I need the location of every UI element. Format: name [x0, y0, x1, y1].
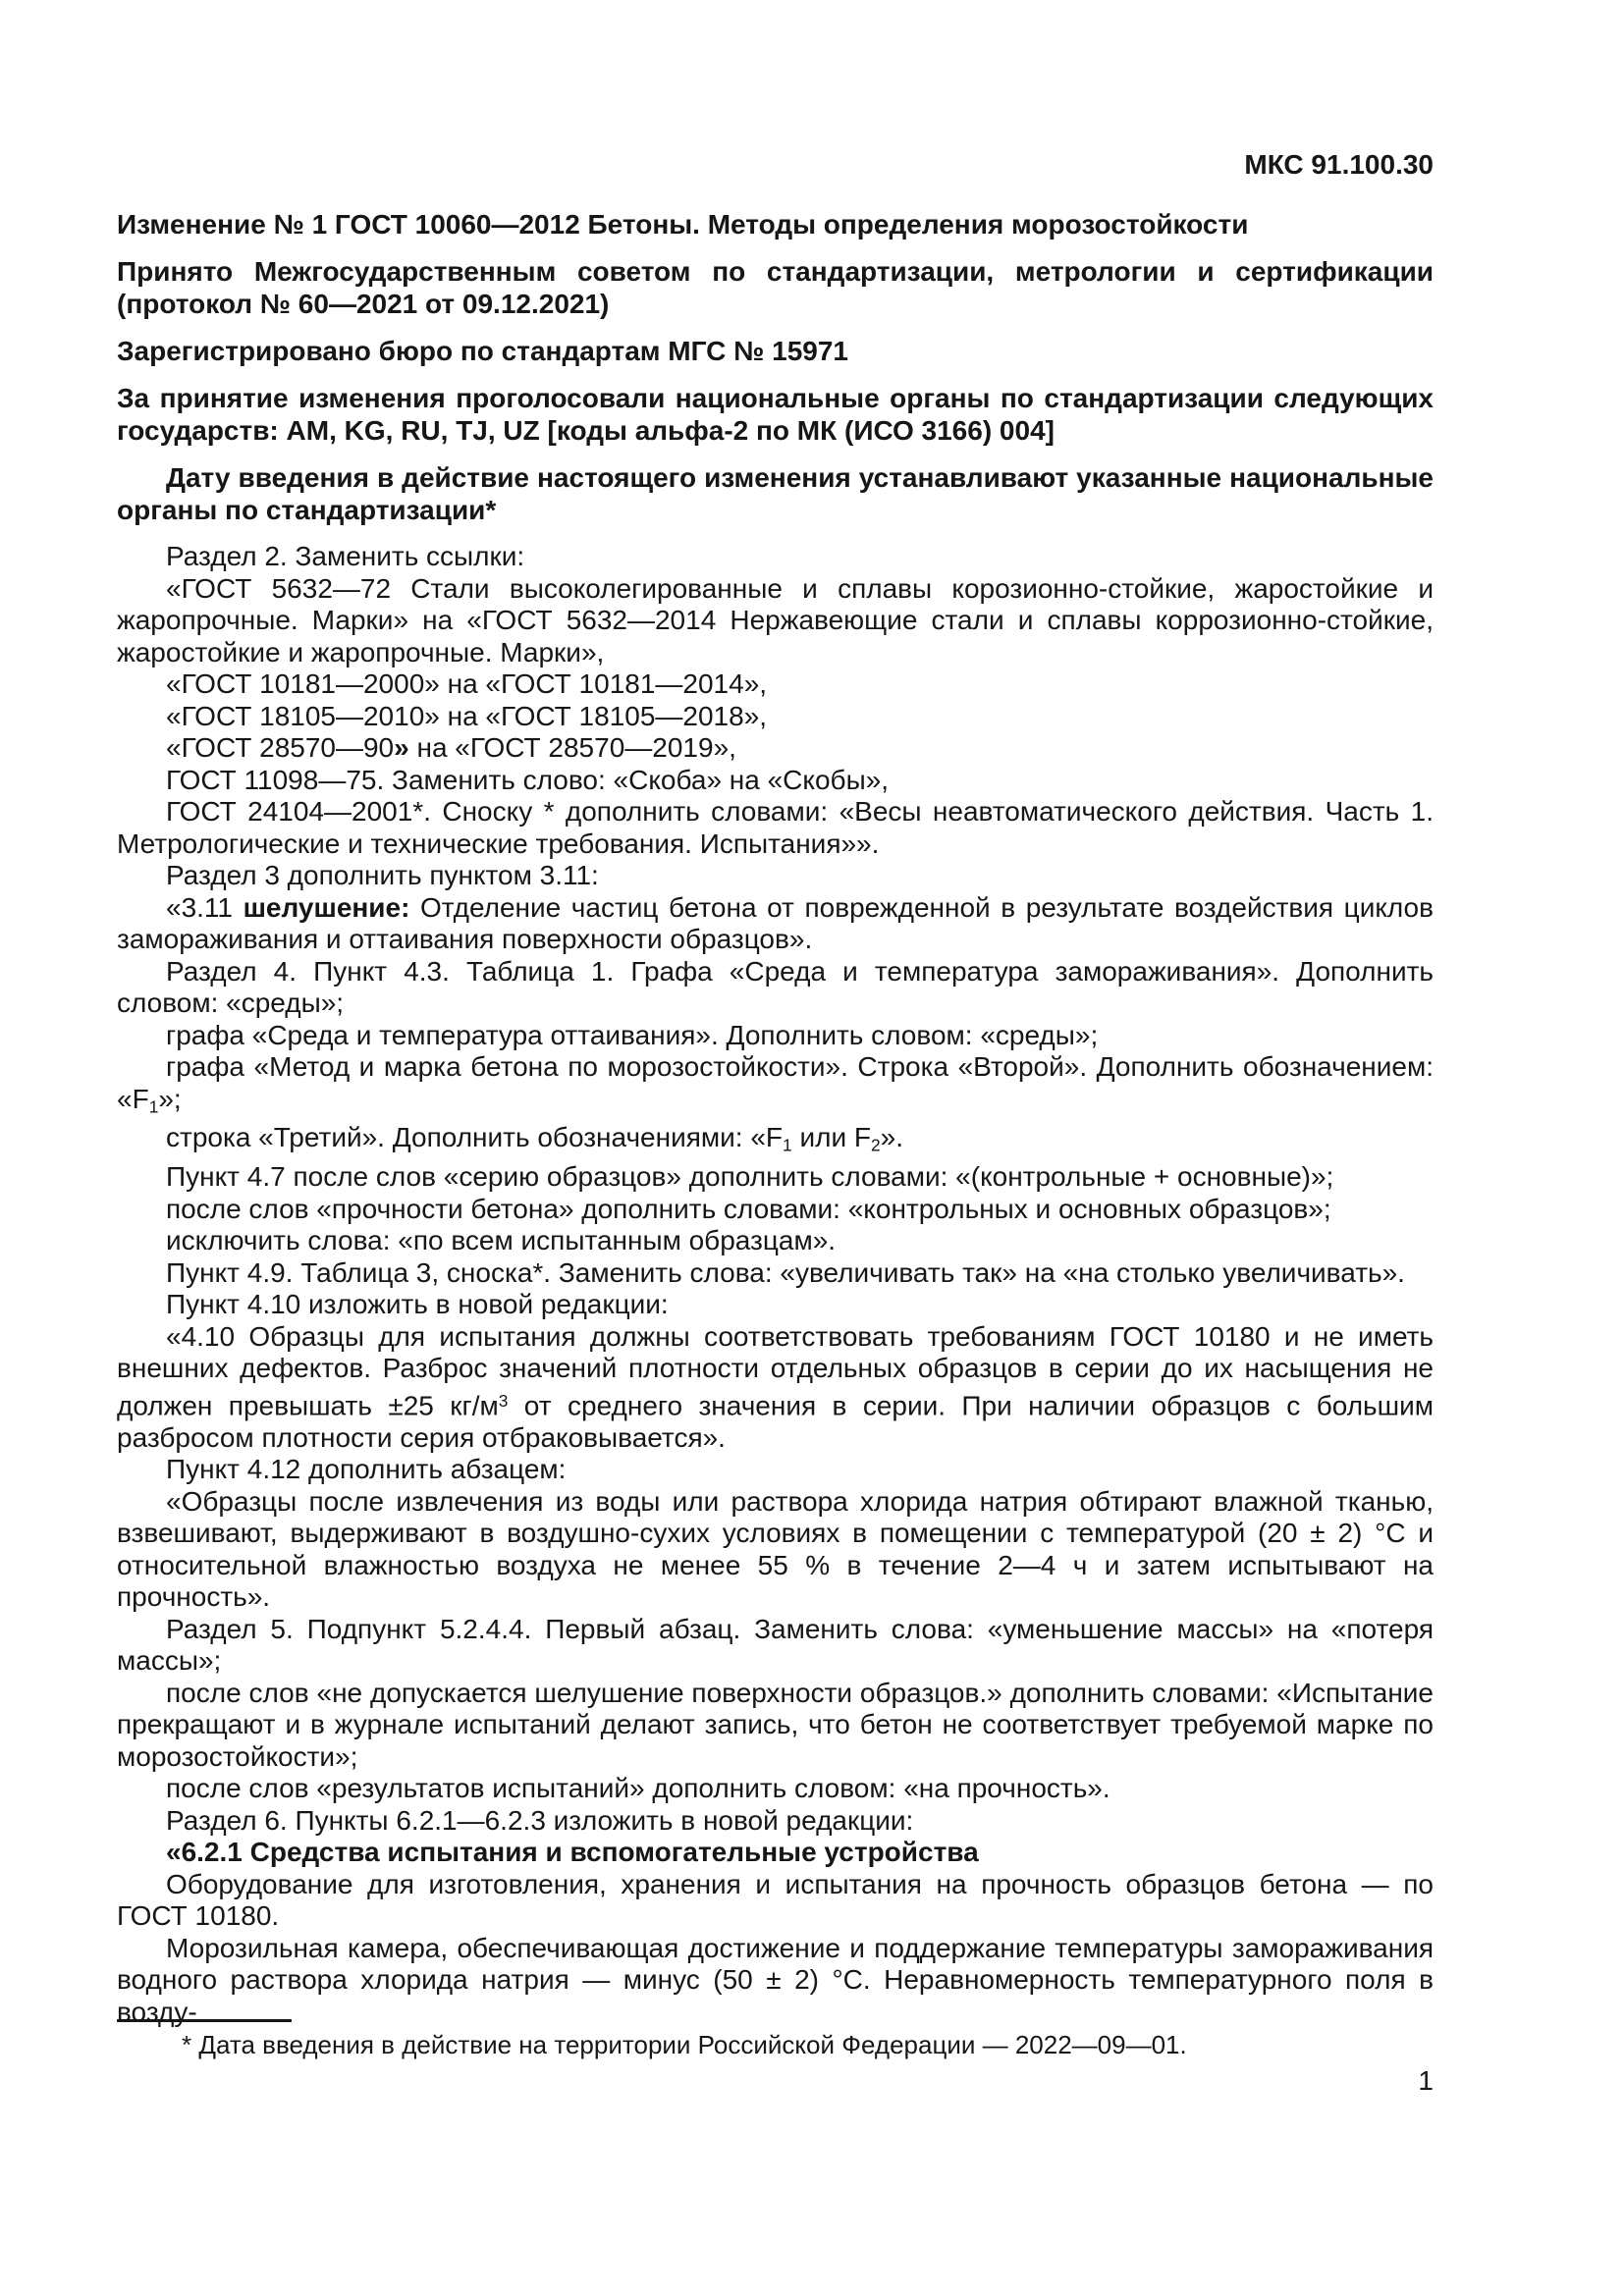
- paragraph: [117, 1289, 1434, 1321]
- text-segment: или F: [791, 1122, 871, 1153]
- text-segment: ГОСТ 24104—2001*. Сноску * дополнить словами: «Весы неавтоматического действия. Часть 1. Метрологические и технические требования. Испытания»».: [117, 796, 1434, 859]
- text-segment: строка «Третий». Дополнить обозначениями: «F: [166, 1122, 784, 1153]
- text-segment: Отделение частиц бетона от поврежденной в результате воздействия циклов замораживания и оттаивания поверхности образцов».: [117, 891, 1434, 954]
- paragraph: [117, 701, 1434, 733]
- text-segment: Раздел 5. Подпункт 5.2.4.4. Первый абзац. Заменить слова: «уменьшение массы» на «потеря массы»;: [117, 1613, 1434, 1677]
- paragraph: [117, 1773, 1434, 1805]
- text-segment: графа «Метод и марка бетона по морозостойкости». Строка «Второй». Дополнить обозначением: «F: [117, 1051, 1434, 1114]
- paragraph: [117, 956, 1434, 1020]
- paragraph: [117, 1678, 1434, 1774]
- text-segment: «3.11: [166, 891, 244, 923]
- paragraph: [117, 1257, 1434, 1290]
- text-segment: «ГОСТ 10181—2000» на «ГОСТ 10181—2014»,: [166, 668, 768, 699]
- text-segment: 1: [148, 1095, 159, 1116]
- paragraph: [117, 732, 1434, 765]
- paragraph: [117, 208, 1434, 240]
- paragraph: [117, 382, 1434, 447]
- text-segment: Дату введения в действие настоящего изменения устанавливают указанные национальные органы по стандартизации*: [117, 462, 1434, 525]
- paragraph: [117, 765, 1434, 797]
- text-segment: Раздел 4. Пункт 4.3. Таблица 1. Графа «Среда и температура замораживания». Дополнить словом: «среды»;: [117, 955, 1434, 1018]
- paragraph: [117, 796, 1434, 860]
- paragraph: [117, 541, 1434, 573]
- paragraph: [117, 1122, 1434, 1161]
- paragraph: [117, 892, 1434, 956]
- text-segment: после слов «не допускается шелушение поверхности образцов.» дополнить словами: «Испытание прекращают и в журнале испытаний делают запись, что бетон не соответствует требуемой марке по морозостойкости»;: [117, 1677, 1434, 1772]
- text-segment: «ГОСТ 18105—2010» на «ГОСТ 18105—2018»,: [166, 700, 768, 731]
- paragraph: [117, 573, 1434, 669]
- text-segment: Раздел 3 дополнить пунктом 3.11:: [166, 860, 599, 890]
- text-segment: 2: [870, 1135, 881, 1155]
- paragraph: [117, 1194, 1434, 1226]
- footnote-divider: [117, 2019, 292, 2022]
- paragraph: [117, 1161, 1434, 1194]
- text-segment: «ГОСТ 28570—90: [166, 732, 395, 763]
- paragraph: [117, 1933, 1434, 2029]
- paragraph: [117, 1805, 1434, 1838]
- text-segment: За принятие изменения проголосовали национальные органы по стандартизации следующих государств: AM, KG, RU, TJ, UZ [коды альфа-2 по МК (ИСО 3166) 004]: [117, 383, 1434, 446]
- text-segment: Оборудование для изготовления, хранения и испытания на прочность образцов бетона — по ГОСТ 10180.: [117, 1868, 1434, 1932]
- footnote-marker: *: [182, 2030, 192, 2059]
- paragraph: [117, 1869, 1434, 1933]
- text-segment: Пункт 4.12 дополнить абзацем:: [166, 1454, 567, 1485]
- text-segment: после слов «прочности бетона» дополнить словами: «контрольных и основных образцов»;: [166, 1193, 1331, 1224]
- text-segment: 1: [783, 1135, 792, 1155]
- text-segment: Принято Межгосударственным советом по стандартизации, метрологии и сертификации (протокол № 60—2021 от 09.12.2021): [117, 256, 1434, 319]
- paragraph: [117, 860, 1434, 892]
- text-segment: на «ГОСТ 28570—2019»,: [408, 732, 736, 763]
- page-number: 1: [1418, 2065, 1434, 2096]
- paragraphs-container: [117, 208, 1434, 2028]
- paragraph: [117, 335, 1434, 367]
- footnote-text: Дата введения в действие на территории Российской Федерации — 2022—09—01.: [191, 2030, 1187, 2059]
- mks-classification-code: МКС 91.100.30: [1244, 149, 1434, 180]
- paragraph: [117, 1051, 1434, 1122]
- text-segment: »: [394, 732, 409, 763]
- text-segment: «ГОСТ 5632—72 Стали высоколегированные и сплавы корозионно-стойкие, жаростойкие и жаропрочные. Марки» на «ГОСТ 5632—2014 Нержавеющие стали и сплавы коррозионно-стойкие, жаростойкие и жаропрочные. Марки»,: [117, 572, 1434, 667]
- paragraph: [117, 255, 1434, 320]
- text-segment: ».: [880, 1122, 903, 1153]
- text-segment: «6.2.1 Средства испытания и вспомогательные устройства: [166, 1837, 979, 1868]
- text-segment: ГОСТ 11098—75. Заменить слово: «Скоба» на «Скобы»,: [166, 764, 890, 795]
- text-segment: Пункт 4.9. Таблица 3, сноска*. Заменить слова: «увеличивать так» на «на столько увеличивать».: [166, 1256, 1405, 1288]
- text-segment: после слов «результатов испытаний» дополнить словом: «на прочность».: [166, 1773, 1110, 1804]
- text-segment: графа «Среда и температура оттаивания». Дополнить словом: «среды»;: [166, 1019, 1099, 1050]
- text-segment: Пункт 4.10 изложить в новой редакции:: [166, 1289, 669, 1320]
- text-segment: «Образцы после извлечения из воды или раствора хлорида натрия обтирают влажной тканью, взвешивают, выдерживают в воздушно-сухих условиях в помещении с температурой (20 ± 2) °С и относительной влажностью воздуха не менее 55 % в течение 2—4 ч и затем испытывают на прочность».: [117, 1485, 1434, 1613]
- text-segment: Морозильная камера, обеспечивающая достижение и поддержание температуры замораживания водного раствора хлорида натрия — минус (50 ± 2) °С. Неравномерность температурного поля в возду-: [117, 1932, 1434, 2027]
- paragraph: [117, 1454, 1434, 1486]
- paragraph: [117, 1837, 1434, 1869]
- text-segment: Пункт 4.7 после слов «серию образцов» дополнить словами: «(контрольные + основные)»;: [166, 1161, 1334, 1193]
- document-content: [117, 149, 1434, 2028]
- text-segment: Раздел 6. Пункты 6.2.1—6.2.3 изложить в новой редакции:: [166, 1804, 914, 1836]
- text-segment: исключить слова: «по всем испытанным образцам».: [166, 1225, 837, 1256]
- text-segment: «4.10 Образцы для испытания должны соответствовать требованиям ГОСТ 10180 и не иметь внешних дефектов. Разброс значений плотности отдельных образцов в серии до их насыщения не должен превышать ±25 кг/м: [117, 1320, 1434, 1421]
- text-segment: »;: [158, 1083, 182, 1114]
- text-segment: шелушение:: [243, 891, 410, 923]
- paragraph: [117, 1020, 1434, 1052]
- paragraph: [117, 668, 1434, 701]
- paragraph: [117, 1321, 1434, 1455]
- footnote: [117, 2030, 1434, 2060]
- text-segment: от среднего значения в серии. При наличии образцов с большим разбросом плотности серия отбраковывается».: [117, 1390, 1434, 1453]
- paragraph: [117, 461, 1434, 526]
- paragraph: [117, 1225, 1434, 1257]
- paragraph: [117, 1614, 1434, 1678]
- text-segment: 3: [498, 1390, 509, 1411]
- text-segment: Изменение № 1 ГОСТ 10060—2012 Бетоны. Методы определения морозостойкости: [117, 209, 1249, 240]
- text-segment: Зарегистрировано бюро по стандартам МГС № 15971: [117, 336, 848, 366]
- paragraph: [117, 1486, 1434, 1614]
- text-segment: Раздел 2. Заменить ссылки:: [166, 541, 525, 571]
